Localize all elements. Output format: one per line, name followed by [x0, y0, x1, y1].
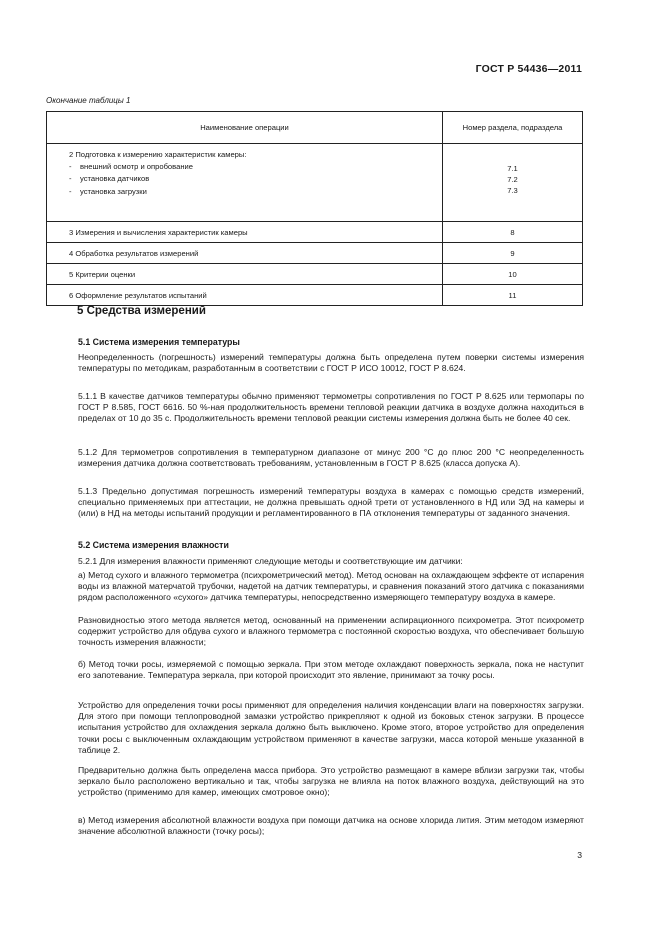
paragraph [78, 447, 584, 469]
operation-cell: 4 Обработка результатов измерений [47, 243, 443, 264]
operation-title: 2 Подготовка к измерению характеристик камеры: [69, 150, 247, 159]
paragraph-text: Предварительно должна быть определена масса прибора. Это устройство размещают в камере вблизи загрузки так, чтобы зеркало было расположено вертикально и так, чтобы загрузка не влияла на поток влажного воздуха, действующий на это устройство (применимо для камер, имеющих смотровое окно); [78, 765, 584, 798]
paragraph [78, 659, 584, 681]
paragraph [78, 615, 584, 649]
paragraph-text: б) Метод точки росы, измеряемой с помощью зеркала. При этом методе охлаждают поверхность зеркала, пока не наступит его запотевание. Температура зеркала, при которой происходит это явление, принимают за точку росы. [78, 659, 584, 681]
subsection-heading: 5.1 Система измерения температуры [78, 337, 240, 347]
table-row [47, 222, 583, 243]
paragraph [78, 700, 584, 756]
paragraph-text: 5.1.3 Предельно допустимая погрешность измерений температуры воздуха в камерах с помощью средств измерений, специально применяемых при аттестации, не должна превышать одной трети от установленного в НД или ЭД на камеры и (или) в НД на методы испытаний продукции и регламентированного в ПА отклонения температуры от заданного значения. [78, 486, 584, 519]
operation-cell [47, 144, 443, 222]
operation-subitem: - установка датчиков [69, 173, 442, 185]
operation-cell: 5 Критерии оценки [47, 264, 443, 285]
paragraph [78, 352, 584, 374]
paragraph [78, 391, 584, 425]
column-header-operation: Наименование операции [47, 112, 443, 144]
section-number-cell: 9 [443, 243, 583, 264]
operation-cell: 6 Оформление результатов испытаний [47, 285, 443, 306]
page-number: 3 [577, 850, 582, 860]
operations-table [46, 111, 583, 306]
paragraph [78, 765, 584, 799]
paragraph [78, 486, 584, 520]
table-row [47, 264, 583, 285]
paragraph-text: Устройство для определения точки росы применяют для определения наличия конденсации влаги на поверхностях загрузки. Для этого при помощи теплопроводной замазки устройство прикрепляют к одной из боковых стенок загрузки. В процессе испытания устройство для охлаждения зеркала должно быть выключено. Кроме этого, второе устройство для определения точки росы с выключенным охлаждающим устройством применяют в качестве загрузки, масса которой меньше указанной в таблице 2. [78, 700, 584, 755]
paragraph-text: Неопределенность (погрешность) измерений температуры должна быть определена путем поверки системы измерения температуры по методикам, разработанным в соответствии с ГОСТ Р ИСО 10012, ГОСТ Р 8.624. [78, 352, 584, 374]
paragraph-text: 5.2.1 Для измерения влажности применяют следующие методы и соответствующие им датчики: [78, 556, 463, 566]
table-caption: Окончание таблицы 1 [46, 96, 131, 105]
paragraph [78, 556, 584, 567]
table-header-row [47, 112, 583, 144]
subsection-heading: 5.2 Система измерения влажности [78, 540, 229, 550]
operation-cell: 3 Измерения и вычисления характеристик камеры [47, 222, 443, 243]
section-number: 7.2 [507, 175, 518, 184]
section-heading: 5 Средства измерений [77, 305, 206, 317]
paragraph-text: а) Метод сухого и влажного термометра (психрометрический метод). Метод основан на охлаждающем эффекте от испарения воды из влажной матерчатой трубочки, надетой на датчик температуры, и сравнения показаний этого датчика с показаниями рядом расположенного «сухого» датчика температуры, непосредственно измеряющего температуру воздуха в камере. [78, 570, 584, 603]
paragraph-text: 5.1.1 В качестве датчиков температуры обычно применяют термометры сопротивления по ГОСТ Р 8.625 или термопары по ГОСТ Р 8.585, ГОСТ 6616. 50 %-ная продолжительность времени тепловой реакции датчика в воздухе должна находиться в пределах от 10 до 35 с. Продолжительность времени тепловой реакции системы измерения должна быть не более 40 сек. [78, 391, 584, 424]
paragraph-text: в) Метод измерения абсолютной влажности воздуха при помощи датчика на основе хлорида лития. Этим методом измеряют значение абсолютной влажности (точку росы); [78, 815, 584, 837]
paragraph-text: Разновидностью этого метода является метод, основанный на применении аспирационного психрометра. Этот психрометр содержит устройство для обдува сухого и влажного термометра с постоянной скоростью воздуха, что обеспечивает большую точность измерения влажности; [78, 615, 584, 648]
operation-subitem: - установка загрузки [69, 186, 442, 198]
paragraph [78, 815, 584, 837]
table-row [47, 285, 583, 306]
paragraph [78, 570, 584, 604]
section-number-cell: 10 [443, 264, 583, 285]
section-number-cell: 11 [443, 285, 583, 306]
column-header-section: Номер раздела, подраздела [443, 112, 583, 144]
table-row [47, 144, 583, 222]
paragraph-text: 5.1.2 Для термометров сопротивления в температурном диапазоне от минус 200 °С до плюс 200 °С неопределенность измерения датчика должна соответствовать требованиям, установленным в ГОСТ Р 8.625 (класса допуска А). [78, 447, 584, 469]
document-header: ГОСТ Р 54436—2011 [475, 63, 582, 75]
operation-subitem: - внешний осмотр и опробование [69, 161, 442, 173]
table-row [47, 243, 583, 264]
section-number-cell: 8 [443, 222, 583, 243]
section-number: 7.3 [507, 186, 518, 195]
section-number-cell [443, 144, 583, 222]
section-number: 7.1 [507, 164, 518, 173]
